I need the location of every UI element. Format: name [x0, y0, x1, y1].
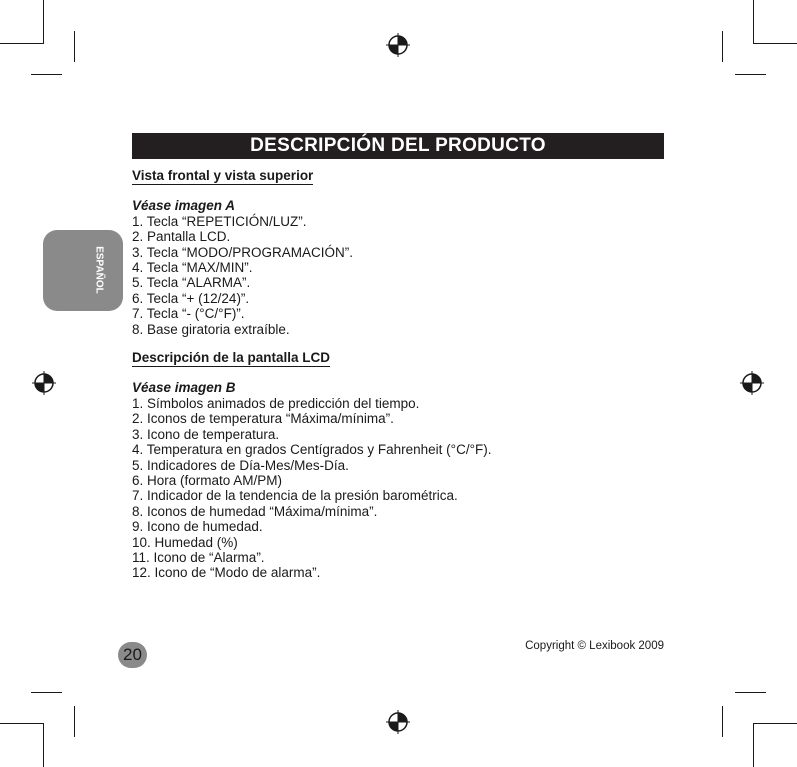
list-item: 7. Tecla “- (°C/°F)”.	[132, 306, 245, 322]
page-number: 20	[123, 645, 142, 664]
language-label: ESPAÑOL	[93, 246, 105, 294]
list-item: 1. Tecla “REPETICIÓN/LUZ”.	[132, 213, 307, 229]
crop-mark	[74, 31, 75, 62]
crop-mark	[735, 74, 766, 75]
list-item: 2. Pantalla LCD.	[132, 229, 231, 245]
crop-mark	[753, 43, 797, 44]
section-heading-lcd: Descripción de la pantalla LCD	[132, 350, 330, 367]
list-item: 9. Icono de humedad.	[132, 519, 263, 535]
crop-mark	[753, 723, 754, 767]
image-reference-b: Véase imagen B	[132, 380, 236, 396]
section-heading-front-view: Vista frontal y vista superior	[132, 168, 313, 185]
list-item: 5. Indicadores de Día-Mes/Mes-Día.	[132, 457, 349, 473]
list-item: 3. Icono de temperatura.	[132, 426, 280, 442]
list-item: 10. Humedad (%)	[132, 534, 238, 550]
list-item: 4. Temperatura en grados Centígrados y Fahrenheit (°C/°F).	[132, 442, 492, 458]
section-banner	[132, 133, 664, 159]
registration-mark-icon	[32, 371, 56, 395]
copyright-notice: Copyright © Lexibook 2009	[525, 640, 664, 652]
list-item: 1. Símbolos animados de predicción del tiempo.	[132, 395, 420, 411]
registration-mark-icon	[386, 33, 410, 57]
list-item: 6. Tecla “+ (12/24)”.	[132, 290, 250, 306]
lcd-description-list	[132, 396, 672, 581]
main-content	[132, 168, 672, 581]
list-item: 4. Tecla “MAX/MIN”.	[132, 260, 253, 276]
language-tab	[43, 230, 123, 311]
crop-mark	[722, 31, 723, 62]
list-item: 8. Iconos de humedad “Máxima/mínima”.	[132, 503, 378, 519]
list-item: 2. Iconos de temperatura “Máxima/mínima”.	[132, 411, 394, 427]
crop-mark	[31, 692, 62, 693]
crop-mark	[74, 706, 75, 737]
front-view-list	[132, 214, 672, 337]
crop-mark	[43, 0, 44, 44]
crop-mark	[753, 0, 754, 44]
list-item: 8. Base giratoria extraíble.	[132, 321, 290, 337]
crop-mark	[753, 723, 797, 724]
list-item: 5. Tecla “ALARMA”.	[132, 275, 251, 291]
list-item: 7. Indicador de la tendencia de la presión barométrica.	[132, 488, 458, 504]
list-item: 6. Hora (formato AM/PM)	[132, 472, 283, 488]
crop-mark	[735, 692, 766, 693]
crop-mark	[31, 74, 62, 75]
list-item: 11. Icono de “Alarma”.	[132, 549, 265, 565]
crop-mark	[0, 43, 44, 44]
crop-mark	[722, 706, 723, 737]
page-number-badge	[118, 642, 147, 668]
list-item: 12. Icono de “Modo de alarma”.	[132, 565, 321, 581]
crop-mark	[0, 723, 44, 724]
registration-mark-icon	[740, 371, 764, 395]
registration-mark-icon	[386, 710, 410, 734]
page-title: DESCRIPCIÓN DEL PRODUCTO	[250, 135, 546, 156]
crop-mark	[43, 723, 44, 767]
list-item: 3. Tecla “MODO/PROGRAMACIÓN”.	[132, 244, 354, 260]
image-reference-a: Véase imagen A	[132, 198, 236, 214]
